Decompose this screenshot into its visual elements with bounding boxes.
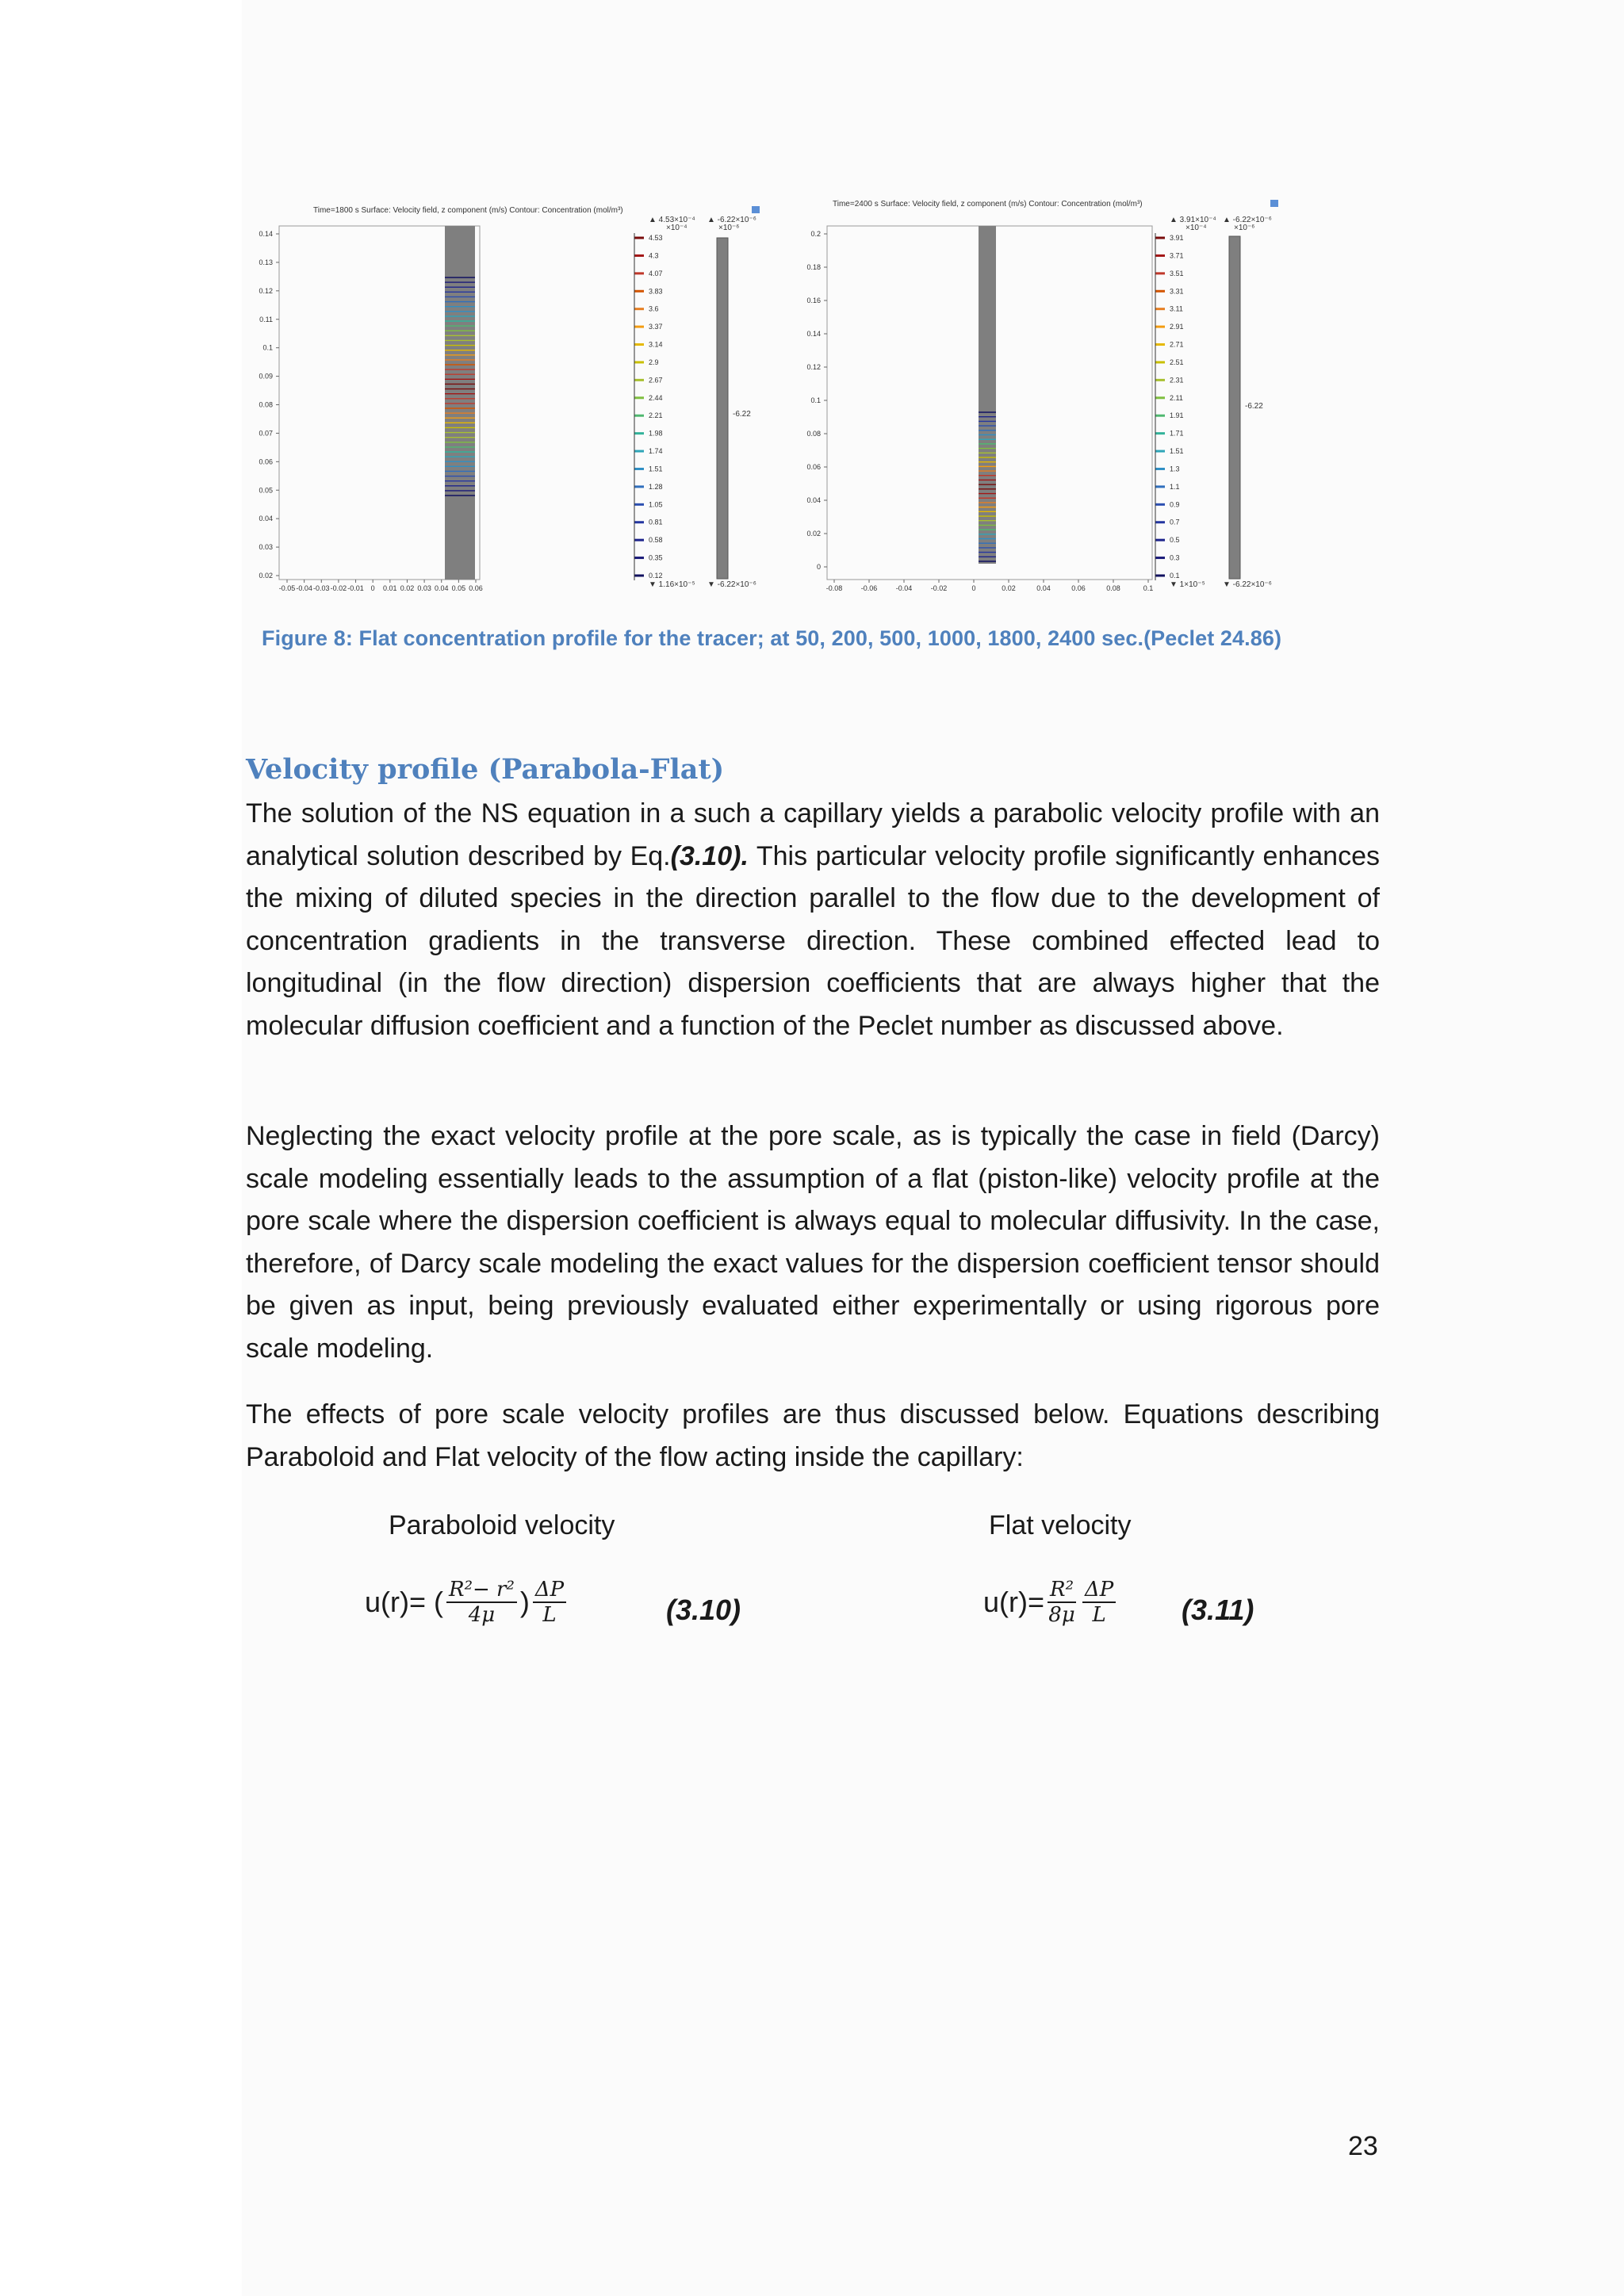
y-tick-label: 0.08 [806,430,821,438]
legend-value: 1.98 [649,429,663,438]
legend-value: 4.53 [649,234,663,242]
legend-value: 1.05 [649,500,663,509]
eq2-fraction-2 [1082,1578,1116,1627]
y-tick-label: 0.02 [806,530,821,538]
legend-value: 1.74 [649,447,663,456]
legend-value: 3.14 [649,340,663,349]
x-tick-label: -0.08 [825,584,843,592]
legend-value: 0.9 [1170,500,1180,509]
right-plot [769,190,1293,603]
equation-number-3-10: (3.10) [666,1594,741,1626]
y-tick-label: 0.18 [806,263,821,271]
x-tick-label: -0.04 [296,584,312,592]
legend-value: 2.71 [1170,340,1184,349]
legend-value: 1.51 [649,465,663,473]
left-y-ticks [259,230,279,580]
legend-value: 3.91 [1170,234,1184,242]
legend-value: 0.3 [1170,553,1180,562]
equation-reference: (3.10). [670,840,749,871]
left-legend-top: ▲ 4.53×10⁻⁴ [649,216,695,224]
right-x-ticks [826,580,1154,592]
left-legend-unit: ×10⁻⁴ [666,224,688,232]
legend-value: 3.11 [1170,304,1183,313]
figure-caption: Figure 8: Flat concentration profile for the tracer; at 50, 200, 500, 1000, 1800, 2400 sec.(Peclet 24.86) [262,626,1282,650]
legend-value: 2.9 [649,358,659,366]
right-capillary [979,226,996,564]
eq1-close: ) [519,1586,530,1618]
export-icon [1270,200,1278,207]
left-plot-title: Time=1800 s Surface: Velocity field, z component (m/s) Contour: Concentration (mol/m³) [313,206,623,215]
legend-value: 0.12 [649,572,663,580]
right-legend-bottom: ▼ 1×10⁻⁵ [1170,580,1205,589]
right-y-ticks [806,230,827,571]
y-tick-label: 0.11 [259,315,273,323]
legend-value: 0.1 [1170,572,1180,580]
y-tick-label: 0.2 [810,230,821,238]
legend-value: 4.3 [649,251,659,260]
legend-value: 0.81 [649,518,663,526]
legend-value: 3.83 [649,287,663,296]
legend-value: 2.51 [1170,358,1184,366]
paragraph-2: Neglecting the exact velocity profile at the pore scale, as is typically the case in field (Darcy) scale modeling essentially leads to the assumption of a flat (piston-like) velocity profile at the pore scale where the dispersion coefficient is always equal to molecular diffusivity. In the case, therefore, of Darcy scale modeling the exact values for the dispersion coefficient tensor should be given as input, being previously evaluated either experimentally or using rigorous pore scale modeling. [246,1121,1380,1364]
eq1-fraction [446,1578,517,1627]
x-tick-label: -0.03 [313,584,330,592]
x-tick-label: 0.08 [1106,584,1120,592]
y-tick-label: 0.05 [259,486,273,495]
y-tick-label: 0 [816,563,821,571]
x-tick-label: 0 [370,584,375,592]
eq1-fraction-2 [533,1578,566,1627]
legend-value: 4.07 [649,269,663,277]
x-tick-label: 0.06 [1071,584,1086,592]
left-bar-bottom: ▼ -6.22×10⁻⁶ [707,580,756,589]
y-tick-label: 0.03 [259,543,273,552]
eq2-denominator-2: L [1092,1603,1106,1627]
legend-value: 3.31 [1170,287,1184,296]
y-tick-label: 0.08 [259,400,273,409]
y-tick-label: 0.04 [806,496,821,504]
equation-number-3-11: (3.11) [1182,1594,1254,1626]
eq2-lhs: u(r)= [983,1586,1045,1618]
y-tick-label: 0.16 [806,297,821,304]
right-legend-unit: ×10⁻⁴ [1185,224,1207,232]
eq2-numerator: R² [1048,1578,1076,1603]
legend-value: 1.91 [1170,411,1184,420]
y-tick-label: 0.1 [810,396,821,404]
x-tick-label: 0.02 [400,584,415,592]
paragraph-1-end: This particular velocity profile significantly enhances the mixing of diluted species in the direction parallel to the flow due to the development of concentration gradients in the transverse direction. These combined effected lead to longitudinal (in the flow direction) dispersion coefficients that are always higher that the molecular diffusion coefficient and a function of the Peclet number as discussed above. [246,840,1380,1041]
left-capillary [445,226,475,580]
y-tick-label: 0.1 [262,343,273,352]
x-tick-label: -0.04 [895,584,913,592]
left-bar-mid: -6.22 [733,410,751,419]
left-bar-top: ▲ -6.22×10⁻⁶ [707,216,756,224]
paragraph-1-start: The solution of the NS equation in a such a capillary yields a parabolic velocity profile with an analytical solution described by Eq. [246,798,1380,871]
legend-value: 2.91 [1170,323,1184,331]
eq1-numerator-2: ΔP [533,1578,566,1603]
legend-value: 1.51 [1170,447,1184,456]
y-tick-label: 0.06 [259,457,273,466]
eq2-numerator-2: ΔP [1082,1578,1116,1603]
x-tick-label: -0.02 [330,584,347,592]
legend-value: 0.58 [649,536,663,545]
left-bar-unit: ×10⁻⁶ [718,224,740,232]
y-tick-label: 0.09 [259,372,273,381]
x-tick-label: 0.01 [383,584,397,592]
y-tick-label: 0.06 [806,463,821,471]
x-tick-label: 0.04 [434,584,449,592]
x-tick-label: 0.06 [469,584,483,592]
right-bar-mid: -6.22 [1245,402,1263,411]
right-plot-svg [769,190,1293,603]
legend-value: 2.11 [1170,393,1183,402]
y-tick-label: 0.12 [259,286,273,295]
right-bar-top: ▲ -6.22×10⁻⁶ [1223,216,1272,224]
equation-flat [983,1578,1119,1627]
paragraph-3: The effects of pore scale velocity profiles are thus discussed below. Equations describing Paraboloid and Flat velocity of the flow acting inside the capillary: [246,1399,1380,1472]
y-tick-label: 0.07 [259,429,273,438]
x-tick-label: -0.02 [930,584,948,592]
y-tick-label: 0.02 [259,572,273,580]
legend-value: 3.37 [649,323,663,331]
legend-value: 2.31 [1170,376,1184,385]
equation-paraboloid [365,1578,569,1627]
x-tick-label: 0.05 [451,584,466,592]
export-icon [752,206,760,213]
x-tick-label: -0.01 [347,584,364,592]
eq1-denominator: 4μ [468,1603,496,1627]
x-tick-label: 0.04 [1036,584,1051,592]
legend-value: 2.67 [649,376,663,385]
right-bar-unit: ×10⁻⁶ [1234,224,1255,232]
legend-value: 1.71 [1170,429,1184,438]
legend-value: 3.51 [1170,269,1184,277]
x-tick-label: -0.06 [860,584,878,592]
flat-label: Flat velocity [989,1510,1132,1540]
legend-value: 0.35 [649,553,663,562]
legend-value: 1.3 [1170,465,1180,473]
right-legend-top: ▲ 3.91×10⁻⁴ [1170,216,1216,224]
y-tick-label: 0.12 [806,363,821,371]
legend-value: 2.21 [649,411,663,420]
eq1-lhs: u(r)= ( [365,1586,443,1618]
left-plot [238,190,761,603]
right-plot-title: Time=2400 s Surface: Velocity field, z component (m/s) Contour: Concentration (mol/m³) [833,200,1143,209]
left-legend-bottom: ▼ 1.16×10⁻⁵ [649,580,695,589]
right-legend [1155,233,1184,580]
legend-value: 0.7 [1170,518,1180,526]
x-tick-label: 0.03 [417,584,431,592]
right-velocity-bar [1229,236,1240,579]
y-tick-label: 0.14 [806,330,821,338]
y-tick-label: 0.04 [259,515,273,523]
left-legend [634,233,663,580]
x-tick-label: 0 [971,584,976,592]
eq1-numerator: R²− r² [446,1578,517,1603]
paraboloid-label: Paraboloid velocity [389,1510,615,1540]
section-heading: Velocity profile (Parabola-Flat) [246,753,725,786]
x-tick-label: 0.02 [1002,584,1016,592]
left-velocity-bar [717,238,728,579]
legend-value: 2.44 [649,393,663,402]
eq1-denominator-2: L [542,1603,557,1627]
left-plot-svg [238,190,761,603]
eq2-fraction [1048,1578,1076,1627]
figure-8 [238,190,1293,603]
legend-value: 0.5 [1170,536,1180,545]
right-bar-bottom: ▼ -6.22×10⁻⁶ [1223,580,1272,589]
y-tick-label: 0.13 [259,258,273,266]
legend-value: 1.28 [649,482,663,491]
left-x-ticks [279,580,483,592]
paragraph-1 [246,793,1380,1047]
eq2-denominator: 8μ [1048,1603,1075,1627]
legend-value: 3.71 [1170,251,1184,260]
y-tick-label: 0.14 [259,230,273,238]
page-number: 23 [1348,2131,1378,2161]
legend-value: 3.6 [649,304,659,313]
x-tick-label: -0.05 [278,584,296,592]
x-tick-label: 0.1 [1143,584,1154,592]
legend-value: 1.1 [1170,482,1180,491]
